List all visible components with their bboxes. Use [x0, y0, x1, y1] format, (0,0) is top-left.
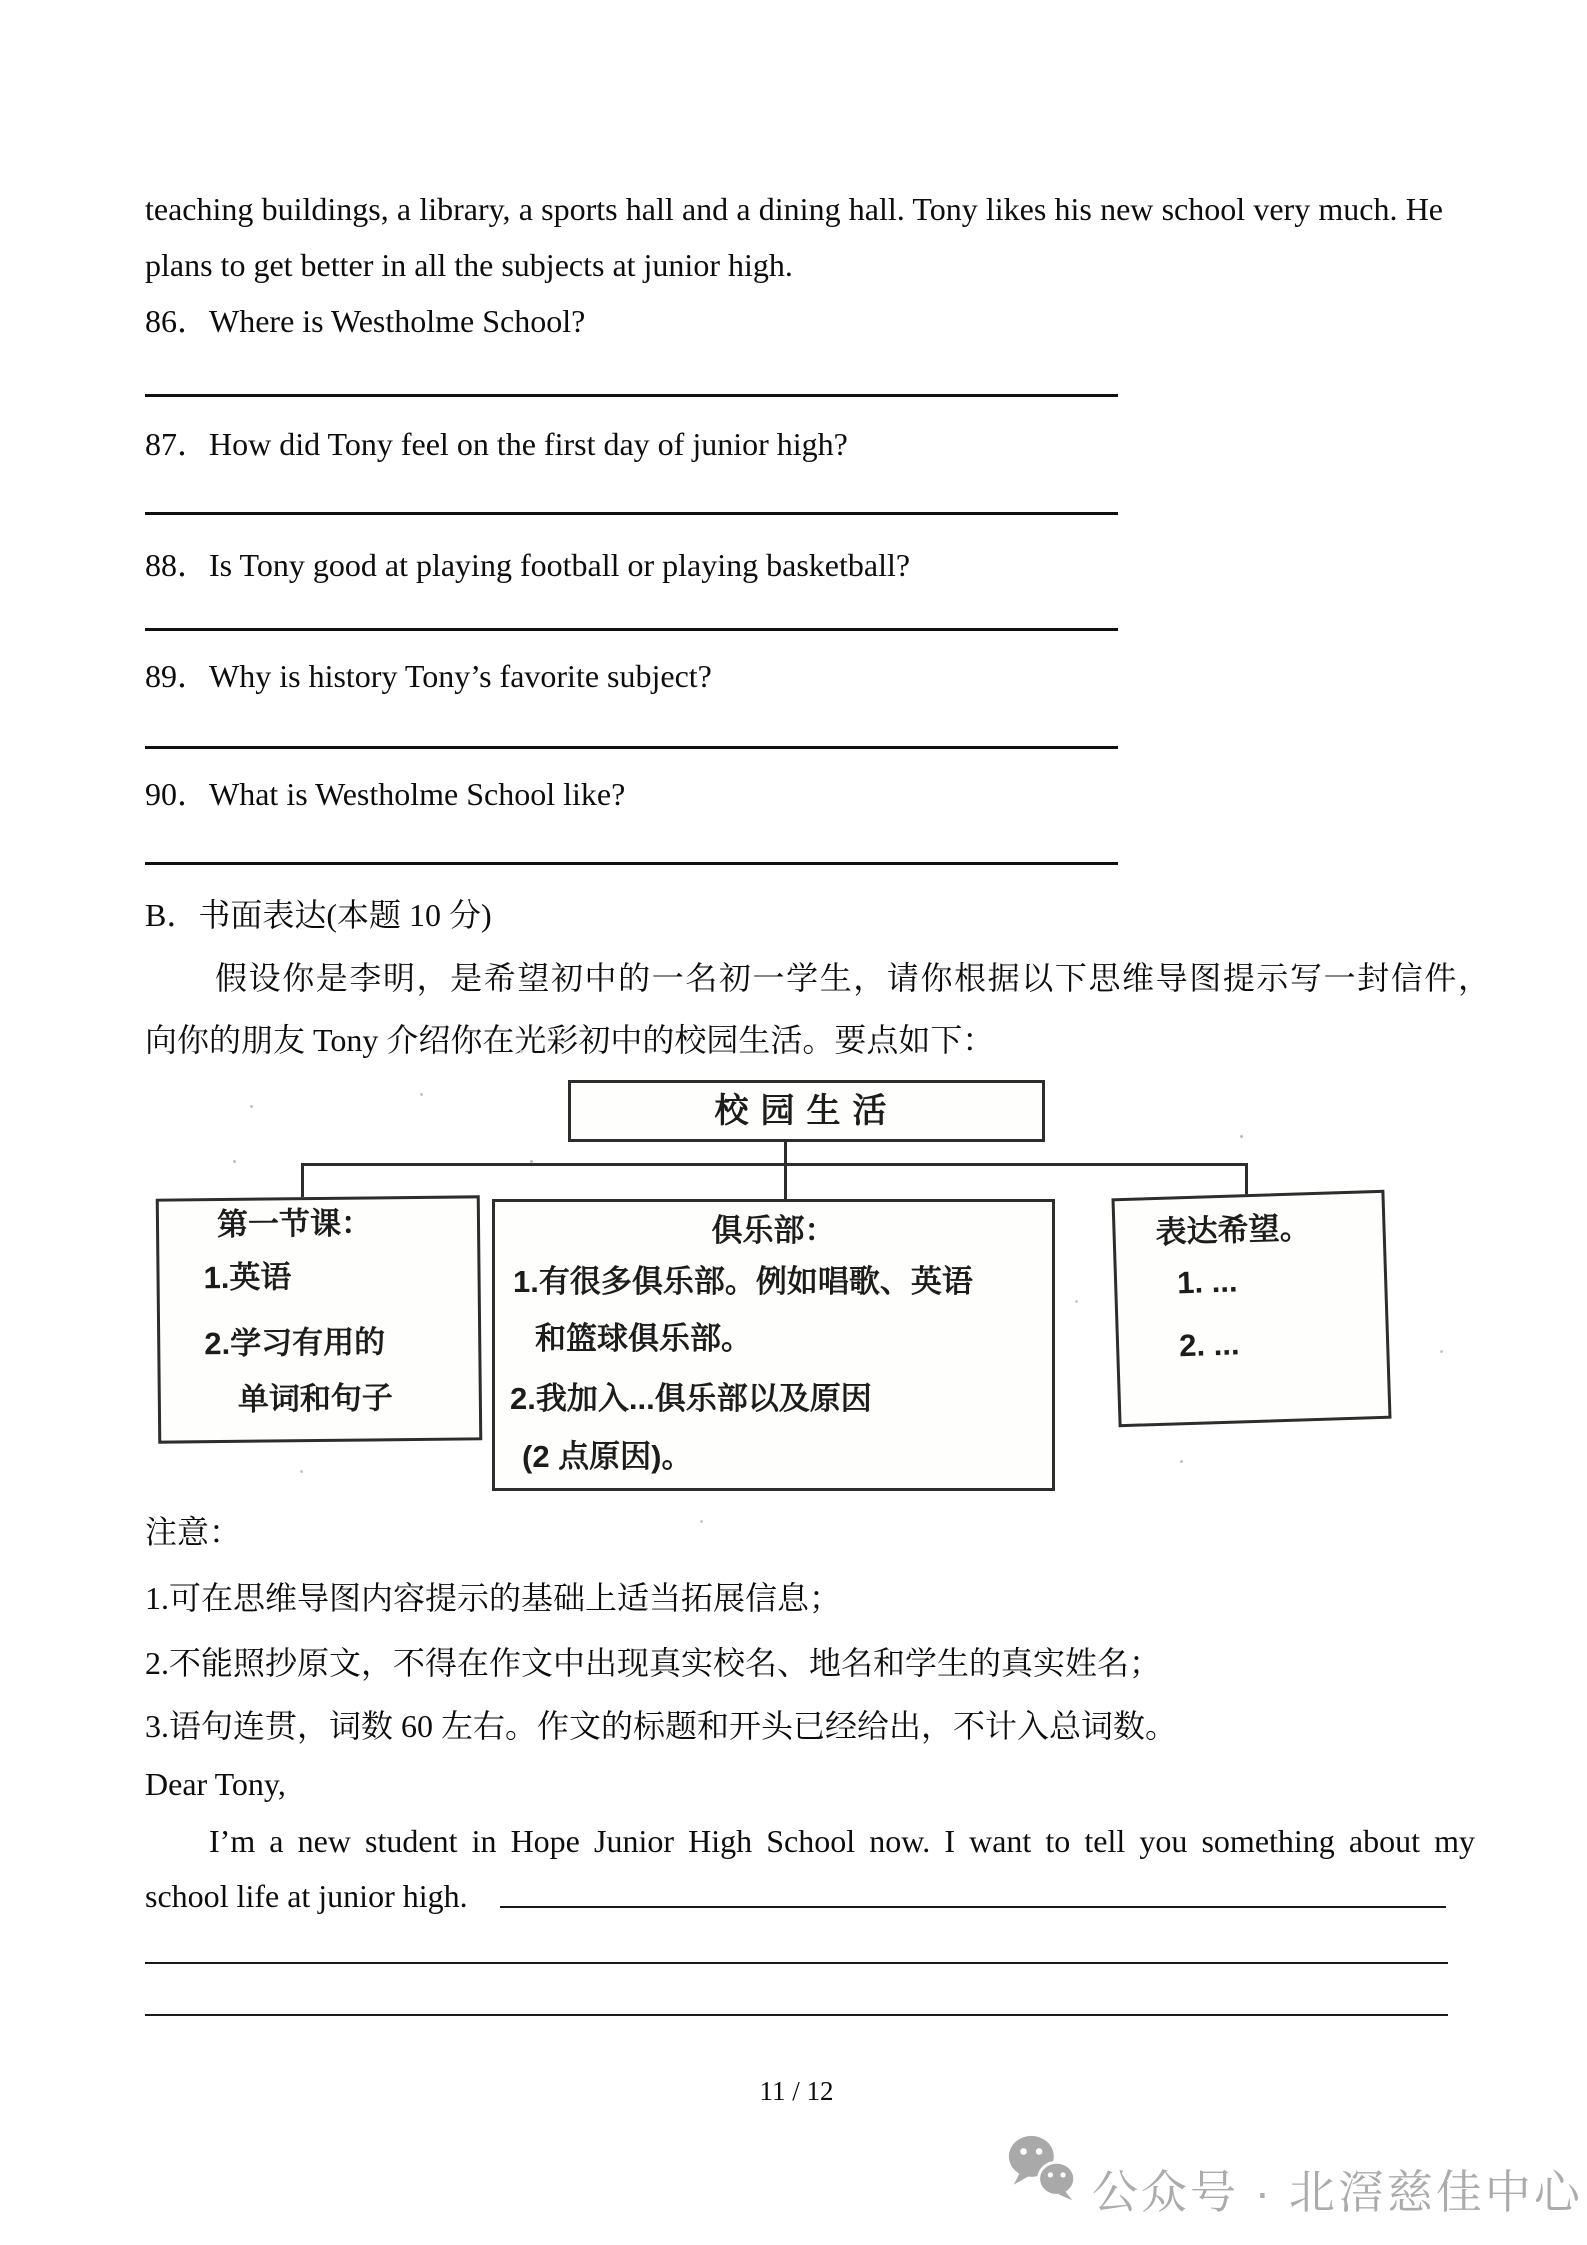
answer-line-87 — [145, 512, 1118, 515]
question-90-number: 90． — [145, 776, 210, 812]
question-87-number: 87． — [145, 426, 210, 462]
question-89 — [145, 657, 712, 695]
answer-line-86 — [145, 394, 1118, 397]
question-89-number: 89． — [145, 658, 210, 694]
page-number: 11 / 12 — [759, 2076, 834, 2106]
answer-line-90 — [145, 862, 1118, 865]
writing-line-2 — [145, 2014, 1448, 2016]
mindmap-root-label: 校园生活 — [714, 1092, 899, 1130]
passage-line-1: teaching buildings, a library, a sports hall and a dining hall. Tony likes his new school very much. He — [145, 191, 1443, 227]
hopes-title: 表达希望。 — [1155, 1210, 1312, 1250]
question-88-number: 88． — [145, 547, 210, 583]
passage-line-2: plans to get better in all the subjects at junior high. — [145, 247, 793, 283]
question-87 — [145, 425, 848, 463]
prompt-line-2: 向你的朋友 Tony 介绍你在光彩初中的校园生活。要点如下： — [145, 1022, 995, 1058]
question-88 — [145, 546, 910, 584]
mindmap-clubs-box — [492, 1199, 1055, 1491]
question-90-text: What is Westholme School like? — [209, 776, 626, 812]
hopes-item-1: 1. ... — [1176, 1263, 1238, 1301]
wechat-icon — [1005, 2132, 1083, 2210]
hopes-item-2: 2. ... — [1178, 1326, 1240, 1364]
first-lesson-item-2: 2.学习有用的 — [204, 1324, 386, 1362]
writing-line-inline — [500, 1906, 1446, 1908]
letter-line-2: school life at junior high. — [145, 1878, 468, 1914]
watermark-text: 公众号 · 北滘慈佳中心 — [1092, 2166, 1583, 2218]
clubs-item-2b: (2 点原因)。 — [522, 1439, 693, 1474]
connector-drop-left — [301, 1166, 304, 1199]
notes-title: 注意： — [145, 1514, 242, 1550]
connector-drop-right — [1245, 1166, 1248, 1195]
writing-line-1 — [145, 1962, 1448, 1964]
first-lesson-item-2b: 单词和句子 — [237, 1380, 394, 1417]
question-86-number: 86． — [145, 303, 210, 339]
question-90 — [145, 775, 625, 813]
answer-line-88 — [145, 628, 1118, 631]
clubs-item-1: 1.有很多俱乐部。例如唱歌、英语 — [513, 1264, 973, 1299]
letter-line-1: I’m a new student in Hope Junior High School now. I want to tell you something about my — [209, 1823, 1475, 1859]
question-86-text: Where is Westholme School? — [209, 303, 586, 339]
question-89-text: Why is history Tony’s favorite subject? — [209, 658, 712, 694]
mindmap-hopes-box — [1111, 1190, 1391, 1427]
letter-salutation: Dear Tony, — [145, 1766, 286, 1802]
section-b-header: B．书面表达(本题 10 分) — [145, 897, 492, 933]
note-3: 3.语句连贯，词数 60 左右。作文的标题和开头已经给出，不计入总词数。 — [145, 1708, 1178, 1744]
connector-root-stem — [784, 1142, 787, 1165]
clubs-item-2: 2.我加入...俱乐部以及原因 — [510, 1381, 872, 1416]
clubs-title: 俱乐部： — [711, 1213, 836, 1248]
mindmap-root-box — [568, 1080, 1045, 1142]
question-86 — [145, 302, 585, 340]
question-88-text: Is Tony good at playing football or playing basketball? — [209, 547, 911, 583]
first-lesson-title: 第一节课： — [216, 1205, 373, 1243]
prompt-line-1: 假设你是李明，是希望初中的一名初一学生，请你根据以下思维导图提示写一封信件， — [215, 960, 1490, 996]
mindmap-first-lesson-box — [156, 1195, 483, 1443]
note-2: 2.不能照抄原文，不得在作文中出现真实校名、地名和学生的真实姓名； — [145, 1645, 1162, 1681]
note-1: 1.可在思维导图内容提示的基础上适当拓展信息； — [145, 1580, 842, 1616]
question-87-text: How did Tony feel on the first day of junior high? — [209, 426, 848, 462]
clubs-item-1b: 和篮球俱乐部。 — [535, 1321, 752, 1356]
answer-line-89 — [145, 746, 1118, 749]
scan-noise — [250, 1105, 253, 1108]
connector-drop-middle — [784, 1166, 787, 1201]
connector-horizontal — [301, 1163, 1248, 1166]
first-lesson-item-1: 1.英语 — [203, 1259, 292, 1296]
